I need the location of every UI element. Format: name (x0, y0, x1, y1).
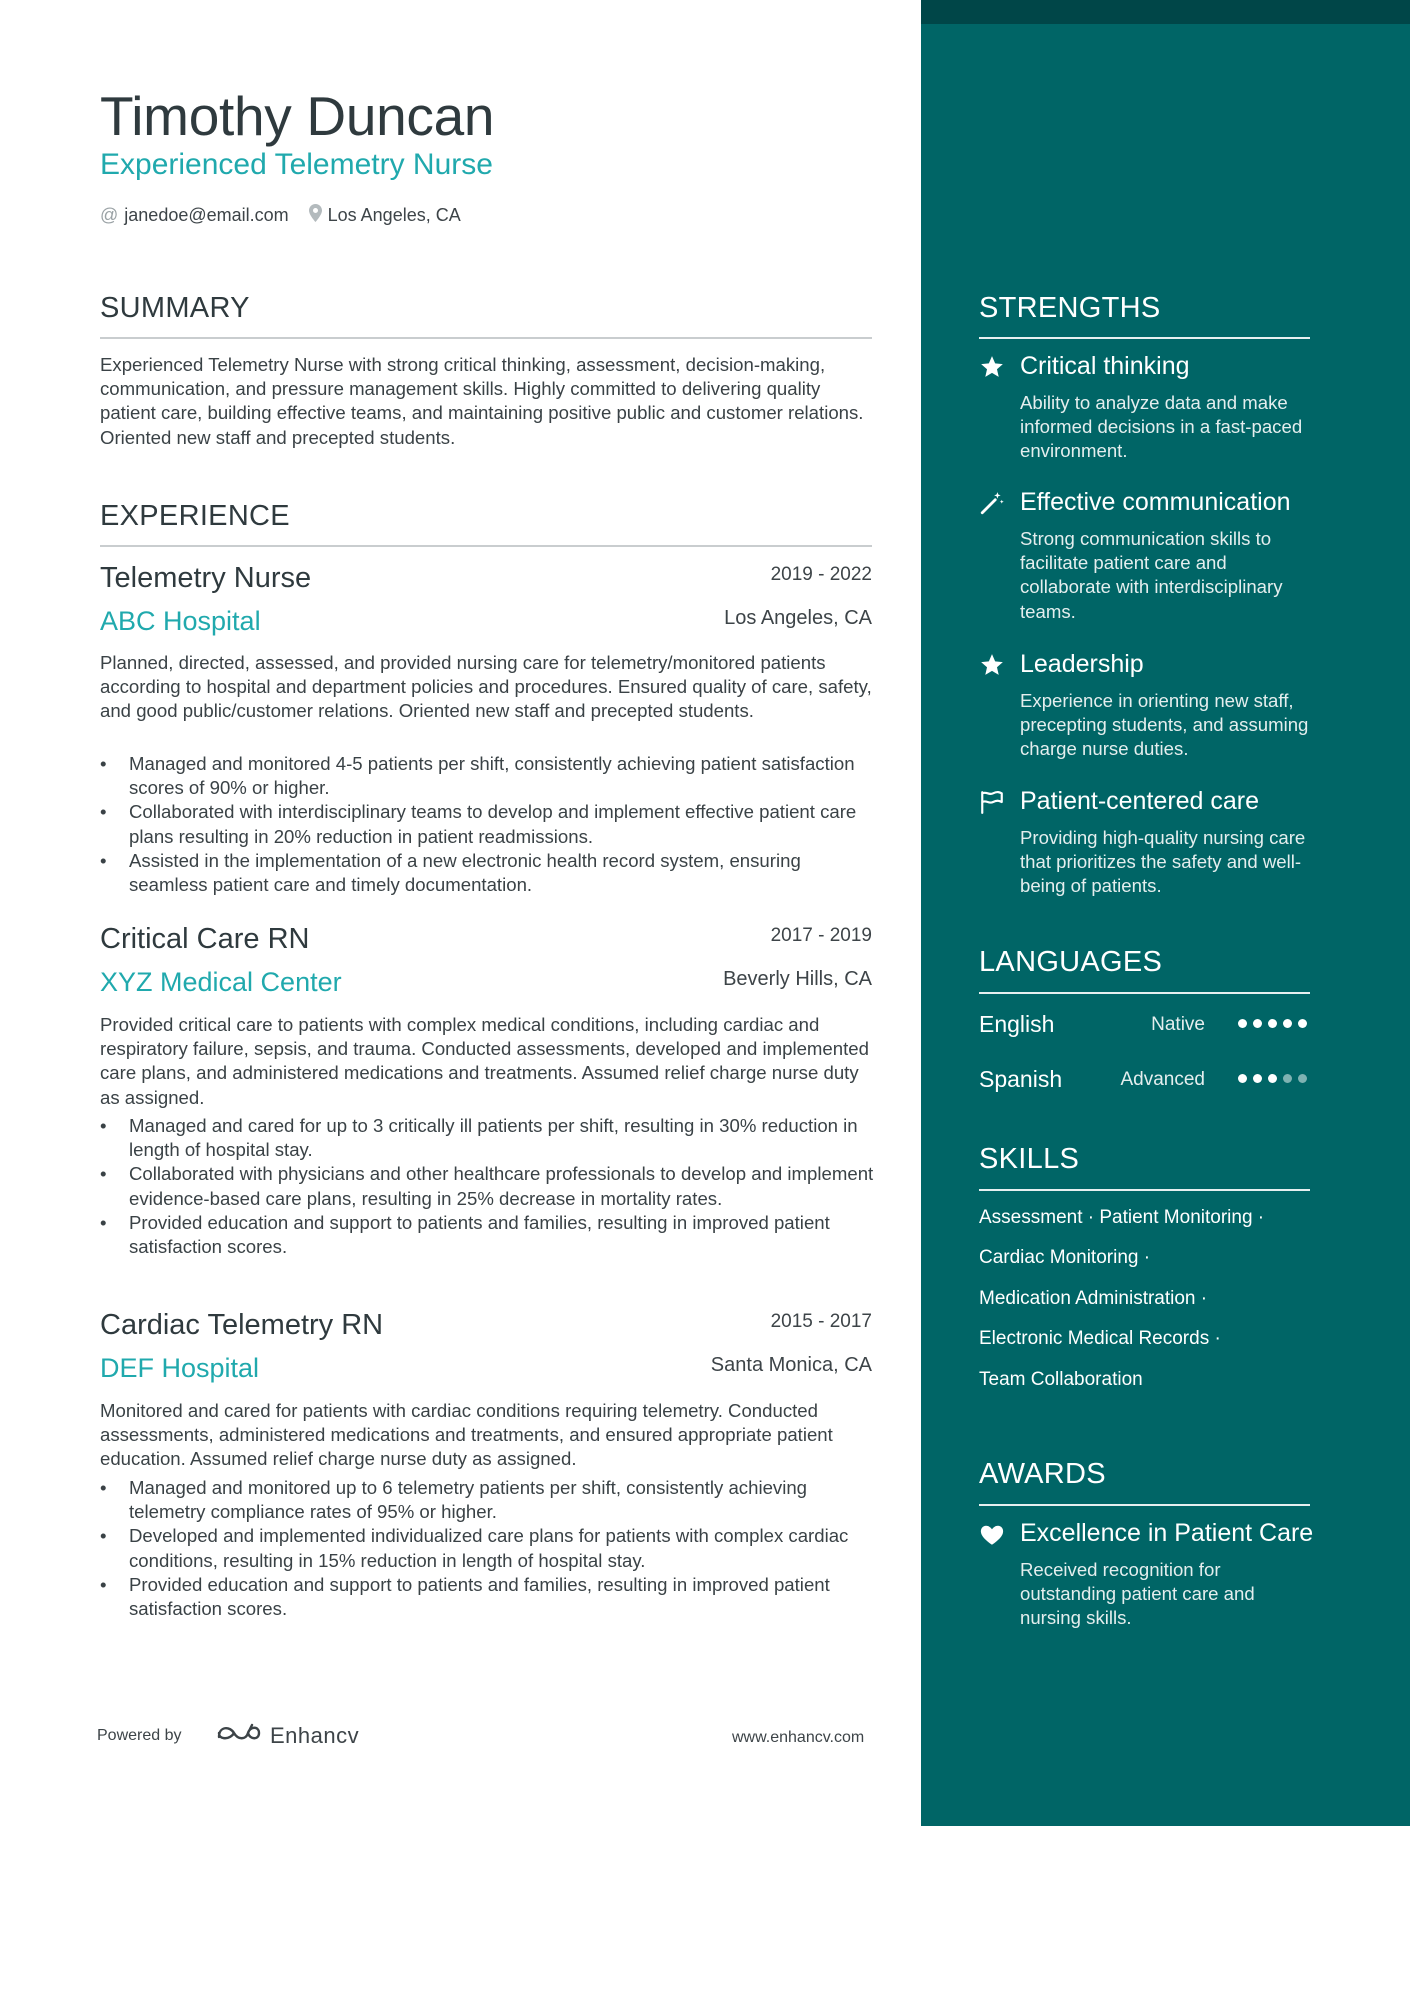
job-location: Beverly Hills, CA (723, 968, 872, 990)
enhancv-logo-text: Enhancv (270, 1722, 360, 1748)
email-text: janedoe@email.com (124, 205, 289, 225)
location-item (309, 204, 461, 227)
list-item: • Assisted in the implementation of a new electronic health record system, ensuring seamless patient care and timely documentation. (100, 849, 875, 897)
skill-line: Team Collaboration (979, 1369, 1143, 1390)
job-description: Provided critical care to patients with complex medical conditions, including cardiac and respiratory failure, sepsis, and trauma. Conducted assessments, developed and implemented care plans, and administered medications and treatments. Assumed relief charge nurse duty as assigned. (100, 1014, 869, 1108)
email-item[interactable] (100, 205, 289, 226)
job-dates: 2017 - 2019 (770, 925, 872, 946)
job-title: Cardiac Telemetry RN (100, 1309, 384, 1341)
job-location: Santa Monica, CA (710, 1354, 872, 1376)
skills-divider (979, 1189, 1310, 1191)
heart-icon (979, 1522, 1005, 1548)
rating-dot (1283, 1074, 1292, 1083)
job-bullets (100, 752, 875, 897)
at-icon: @ (100, 205, 119, 225)
job-bullets (100, 1476, 875, 1621)
summary-text: Experienced Telemetry Nurse with strong critical thinking, assessment, decision-making, communication, and pressure management skills. Highly committed to delivering quality patient care, building effective teams, and maintaining positive public and customer relations. Oriented new staff and precepted students. (100, 354, 864, 448)
rating-dot (1238, 1019, 1247, 1028)
rating-dot (1268, 1074, 1277, 1083)
rating-dot (1253, 1019, 1262, 1028)
strength-title: Effective communication (1020, 488, 1291, 516)
award-title: Excellence in Patient Care (1020, 1519, 1314, 1547)
rating-dot (1283, 1019, 1292, 1028)
sidebar-panel (921, 0, 1410, 1826)
rating-dot (1298, 1074, 1307, 1083)
enhancv-logo-icon (216, 1722, 262, 1749)
job-company: XYZ Medical Center (100, 967, 342, 997)
skill-line: Medication Administration · (979, 1288, 1208, 1309)
list-item: • Managed and cared for up to 3 critically ill patients per shift, resulting in 30% reduction in length of hospital stay. (100, 1114, 875, 1162)
language-rating (1238, 1074, 1307, 1083)
website-link[interactable]: www.enhancv.com (732, 1729, 865, 1746)
job-description: Monitored and cared for patients with cardiac conditions requiring telemetry. Conducted assessments, administered medications and treatments, and ensured appropriate patient education. Assumed relief charge nurse duty as assigned. (100, 1400, 833, 1470)
contact-row (100, 204, 481, 227)
job-dates: 2019 - 2022 (770, 564, 872, 585)
job-title: Critical Care RN (100, 923, 310, 955)
language-name: Spanish (979, 1066, 1063, 1092)
language-level: Native (1151, 1014, 1205, 1035)
candidate-title: Experienced Telemetry Nurse (100, 148, 493, 181)
job-company: DEF Hospital (100, 1353, 260, 1383)
powered-by-label: Powered by (97, 1727, 182, 1744)
rating-dot (1268, 1019, 1277, 1028)
rating-dot (1298, 1019, 1307, 1028)
flag-icon (979, 789, 1005, 815)
strength-title: Patient-centered care (1020, 787, 1260, 815)
language-name: English (979, 1011, 1055, 1037)
sidebar-top-band (921, 0, 1410, 24)
job-company: ABC Hospital (100, 606, 261, 636)
strength-desc: Ability to analyze data and make informed decisions in a fast-paced environment. (1020, 392, 1303, 462)
strength-title: Leadership (1020, 650, 1144, 678)
magic-wand-icon (979, 490, 1005, 516)
job-bullets (100, 1114, 875, 1259)
star-icon (979, 652, 1005, 678)
rating-dot (1238, 1074, 1247, 1083)
list-item: • Collaborated with physicians and other healthcare professionals to develop and implement evidence-based care plans, resulting in 25% decrease in mortality rates. (100, 1162, 875, 1210)
experience-heading: EXPERIENCE (100, 500, 290, 532)
strengths-heading: STRENGTHS (979, 292, 1161, 324)
strength-desc: Providing high-quality nursing care that prioritizes the safety and well-being of patients. (1020, 827, 1306, 897)
job-description: Planned, directed, assessed, and provided nursing care for telemetry/monitored patients according to hospital and department policies and procedures. Ensured quality of care, safety, and good public/customer relations. Oriented new staff and precepted students. (100, 652, 872, 722)
list-item: • Provided education and support to patients and families, resulting in improved patient satisfaction scores. (100, 1211, 875, 1259)
list-item: • Collaborated with interdisciplinary teams to develop and implement effective patient care plans resulting in 20% reduction in patient readmissions. (100, 800, 875, 848)
skill-line: Assessment · Patient Monitoring · (979, 1207, 1265, 1228)
skills-heading: SKILLS (979, 1143, 1080, 1175)
job-location: Los Angeles, CA (724, 607, 872, 629)
summary-heading: SUMMARY (100, 292, 250, 324)
strengths-divider (979, 337, 1310, 339)
skill-line: Cardiac Monitoring · (979, 1247, 1151, 1268)
enhancv-logo[interactable] (216, 1722, 359, 1749)
summary-divider (100, 337, 872, 339)
location-text: Los Angeles, CA (327, 205, 461, 225)
list-item: • Developed and implemented individualized care plans for patients with complex cardiac conditions, resulting in 15% reduction in length of hospital stay. (100, 1524, 875, 1572)
awards-divider (979, 1504, 1310, 1506)
languages-divider (979, 992, 1310, 994)
strength-desc: Experience in orienting new staff, precepting students, and assuming charge nurse duties. (1020, 690, 1309, 760)
list-item: • Provided education and support to patients and families, resulting in improved patient satisfaction scores. (100, 1573, 875, 1621)
list-item: • Managed and monitored 4-5 patients per shift, consistently achieving patient satisfaction scores of 90% or higher. (100, 752, 875, 800)
language-rating (1238, 1019, 1307, 1028)
strength-title: Critical thinking (1020, 352, 1190, 380)
awards-heading: AWARDS (979, 1458, 1106, 1490)
languages-heading: LANGUAGES (979, 946, 1163, 978)
strength-desc: Strong communication skills to facilitate patient care and collaborate with interdisciplinary teams. (1020, 528, 1283, 622)
job-dates: 2015 - 2017 (770, 1311, 872, 1332)
job-title: Telemetry Nurse (100, 562, 312, 594)
rating-dot (1253, 1074, 1262, 1083)
star-icon (979, 354, 1005, 380)
candidate-name: Timothy Duncan (100, 85, 495, 147)
language-level: Advanced (1120, 1069, 1205, 1090)
experience-divider (100, 545, 872, 547)
skill-line: Electronic Medical Records · (979, 1328, 1221, 1349)
list-item: • Managed and monitored up to 6 telemetry patients per shift, consistently achieving telemetry compliance rates of 95% or higher. (100, 1476, 875, 1524)
location-pin-icon (309, 204, 322, 227)
award-desc: Received recognition for outstanding patient care and nursing skills. (1020, 1559, 1255, 1629)
